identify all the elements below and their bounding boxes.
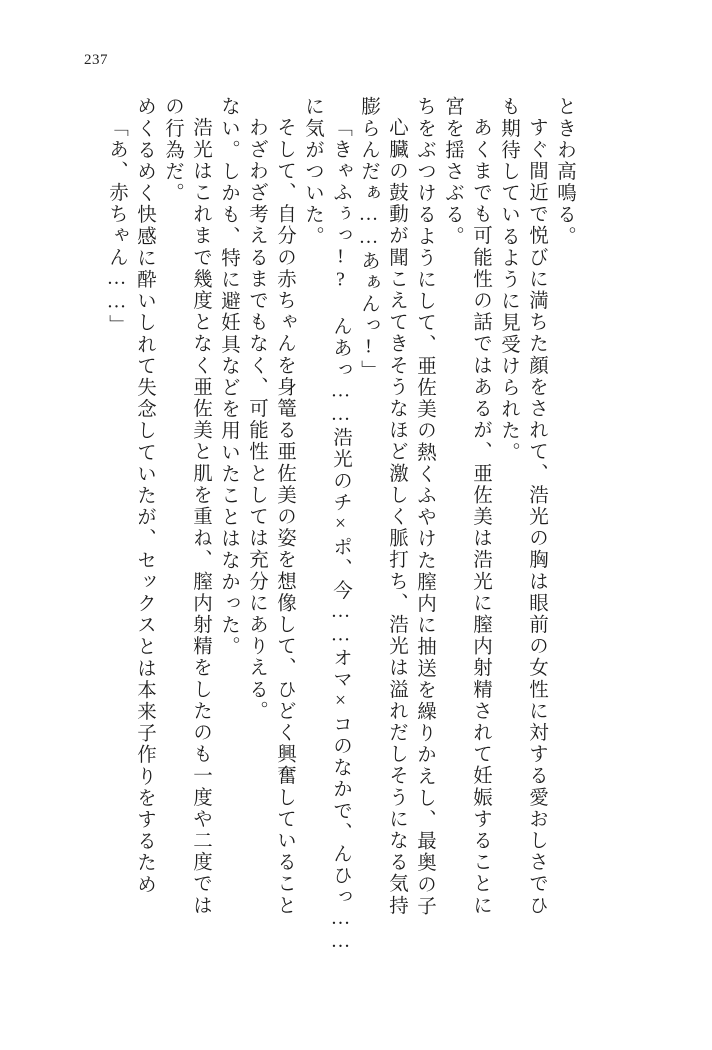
text-line: の行為だ。	[162, 96, 183, 204]
text-line: 「きゃふぅっ!? んあっ……浩光のチ×ポ、今……オマ×コのなかで、んひっ……	[330, 117, 351, 955]
text-line: に気がついた。	[302, 96, 323, 248]
text-line: 膨らんだぁ……あぁんっ!」	[358, 96, 379, 382]
text-line: めくるめく快感に酔いしれて失念していたが、セックスとは本来子作りをするため	[134, 96, 155, 896]
text-line: 浩光はこれまで幾度となく亜佐美と肌を重ね、膣内射精をしたのも一度や二度では	[190, 117, 211, 917]
text-line: ない。しかも、特に避妊具などを用いたことはなかった。	[218, 96, 239, 658]
text-line: わざわざ考えるまでもなく、可能性としては充分にありえる。	[246, 117, 267, 722]
text-line: 宮を揺さぶる。	[442, 96, 463, 248]
text-line: 「あ、赤ちゃん……」	[106, 117, 127, 336]
text-line: すぐ間近で悦びに満ちた顔をされて、浩光の胸は眼前の女性に対する愛おしさでひ	[526, 117, 547, 917]
text-line: 心臓の鼓動が聞こえてきそうなほど激しく脈打ち、浩光は溢れだしそうになる気持	[386, 117, 407, 917]
text-line: あくまでも可能性の話ではあるが、亜佐美は浩光に膣内射精されて妊娠することに	[470, 117, 491, 917]
text-line: ときわ高鳴る。	[554, 96, 575, 248]
text-line: そして、自分の赤ちゃんを身篭る亜佐美の姿を想像して、ひどく興奮していること	[274, 117, 295, 917]
vertical-text-body	[98, 96, 638, 976]
page-number: 237	[84, 52, 108, 68]
text-line: ちをぶつけるようにして、亜佐美の熱くふやけた膣内に抽送を繰りかえし、最奥の子	[414, 96, 435, 917]
text-line: も期待しているように見受けられた。	[498, 96, 519, 464]
